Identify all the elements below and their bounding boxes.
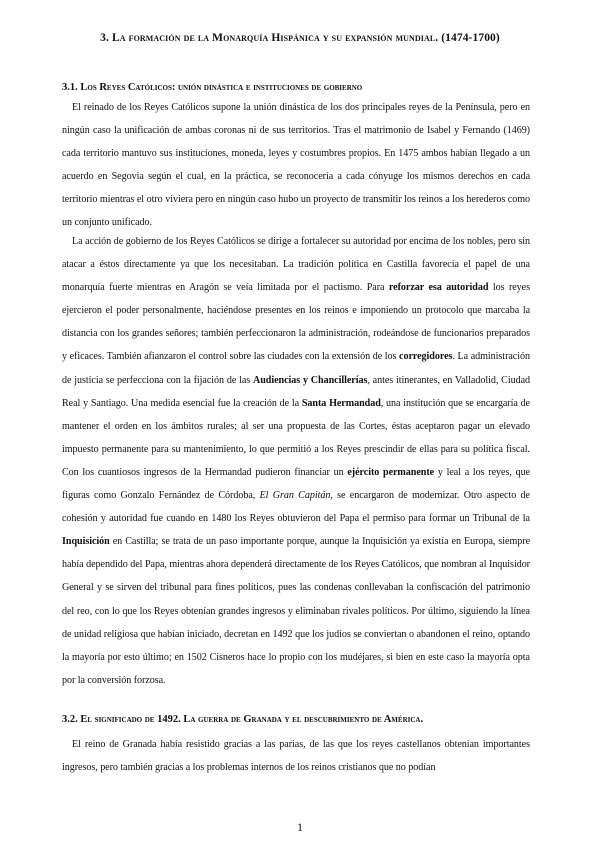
italic-term: El Gran Capitán [259, 490, 331, 502]
section-heading-3-1: 3.1. Los Reyes Católicos: unión dinástica e instituciones de gobierno [62, 82, 363, 93]
bold-term: Inquisición [62, 536, 110, 548]
bold-term: corregidores [399, 351, 453, 363]
page-number: 1 [297, 820, 303, 834]
section-3-2-paragraph-1: El reino de Granada había resistido gracias a las parias, de las que los reyes castellanos obtenían importantes ingresos, pero también gracias a los problemas internos de los reinos cristianos que no podían [62, 739, 530, 774]
bold-term: Audiencias y Chancillerías [252, 374, 368, 386]
section-3-1-paragraph-1: El reinado de los Reyes Católicos supone la unión dinástica de los dos principales reyes de la Península, pero en ningún caso la unificación de ambas coronas ni de sus territorios. Tras el matrimonio de Isabel y Fernando (1469) cada territorio mantuvo sus instituciones, moneda, leyes y costumbres propios. En 1475 ambos habían llegado a un acuerdo en Segovia según el cual, en la práctica, se reconocería a cada cónyuge los mismos derechos en cada territorio mientras el otro viviera pero en ningún caso hubo un proyecto de transmitir los reinos a los herederos como un conjunto unificado. [62, 102, 530, 229]
section-heading-3-2: 3.2. El significado de 1492. La guerra de Granada y el descubrimiento de América. [62, 714, 424, 725]
section-3-1-paragraph-2: La acción de gobierno de los Reyes Católicos se dirige a fortalecer su autoridad por encima de los nobles, pero sin atacar a éstos directamente ya que los necesitaban. La tradición política en Castilla favorecía el papel de una monarquía fuerte mientras en Aragón se veía limitada por el pactismo. Para reforzar esa autoridad los reyes ejercieron el poder personalmente, haciéndose presentes en los reinos e imponiendo un protocolo que marcaba la distancia con los grandes señores; también perfeccionaron la administración, rodeándose de funcionarios preparados y eficaces. También afianzaron el control sobre las ciudades con la extensión de los corregidores. La administración de justicia se perfecciona con la fijación de las Audiencias y Chancillerías, antes itinerantes, en Valladolid, Ciudad Real y Santiago. Una medida esencial fue la creación de la Santa Hermandad, una institución que se encargaría de mantener el orden en los ámbitos rurales; al ser una propuesta de las Cortes, éstas aceptaron pagar un elevado impuesto permanente para su mantenimiento, lo que permitió a los Reyes prescindir de ellas para su política fiscal. Con los cuantiosos ingresos de la Hermandad pudieron financiar un ejército permanente y leal a los reyes, que figuras como Gonzalo Fernández de Córdoba, El Gran Capitán, se encargaron de modernizar. Otro aspecto de cohesión y autoridad fue cuando en 1480 los Reyes obtuvieron del Papa el permiso para formar un Tribunal de la Inquisición en Castilla; se trata de un paso importante porque, aunque la Inquisición ya existía en Europa, siempre había dependido del Papa, mientras ahora dependerá directamente de los Reyes Católicos, que nombran al Inquisidor General y se sirven del tribunal para fines políticos, pues las condenas conllevaban la confiscación del patrimonio del reo, con lo que los Reyes obtenían grandes ingresos y eliminaban rivales políticos. Por último, siguiendo la línea de unidad religiosa que habían iniciado, decretan en 1492 que los judíos se conviertan o abandonen el reino, optando la mayoría por esto último; en 1502 Cisneros hace lo propio con los mudéjares, si bien en este caso la mayoría opta por la conversión forzosa. [62, 236, 530, 686]
bold-term: reforzar esa autoridad [388, 282, 489, 294]
bold-term: ejército permanente [347, 466, 435, 478]
bold-term: Santa Hermandad [301, 397, 381, 409]
page-title: 3. La formación de la Monarquía Hispánica y su expansión mundial. (1474-1700) [100, 32, 500, 44]
